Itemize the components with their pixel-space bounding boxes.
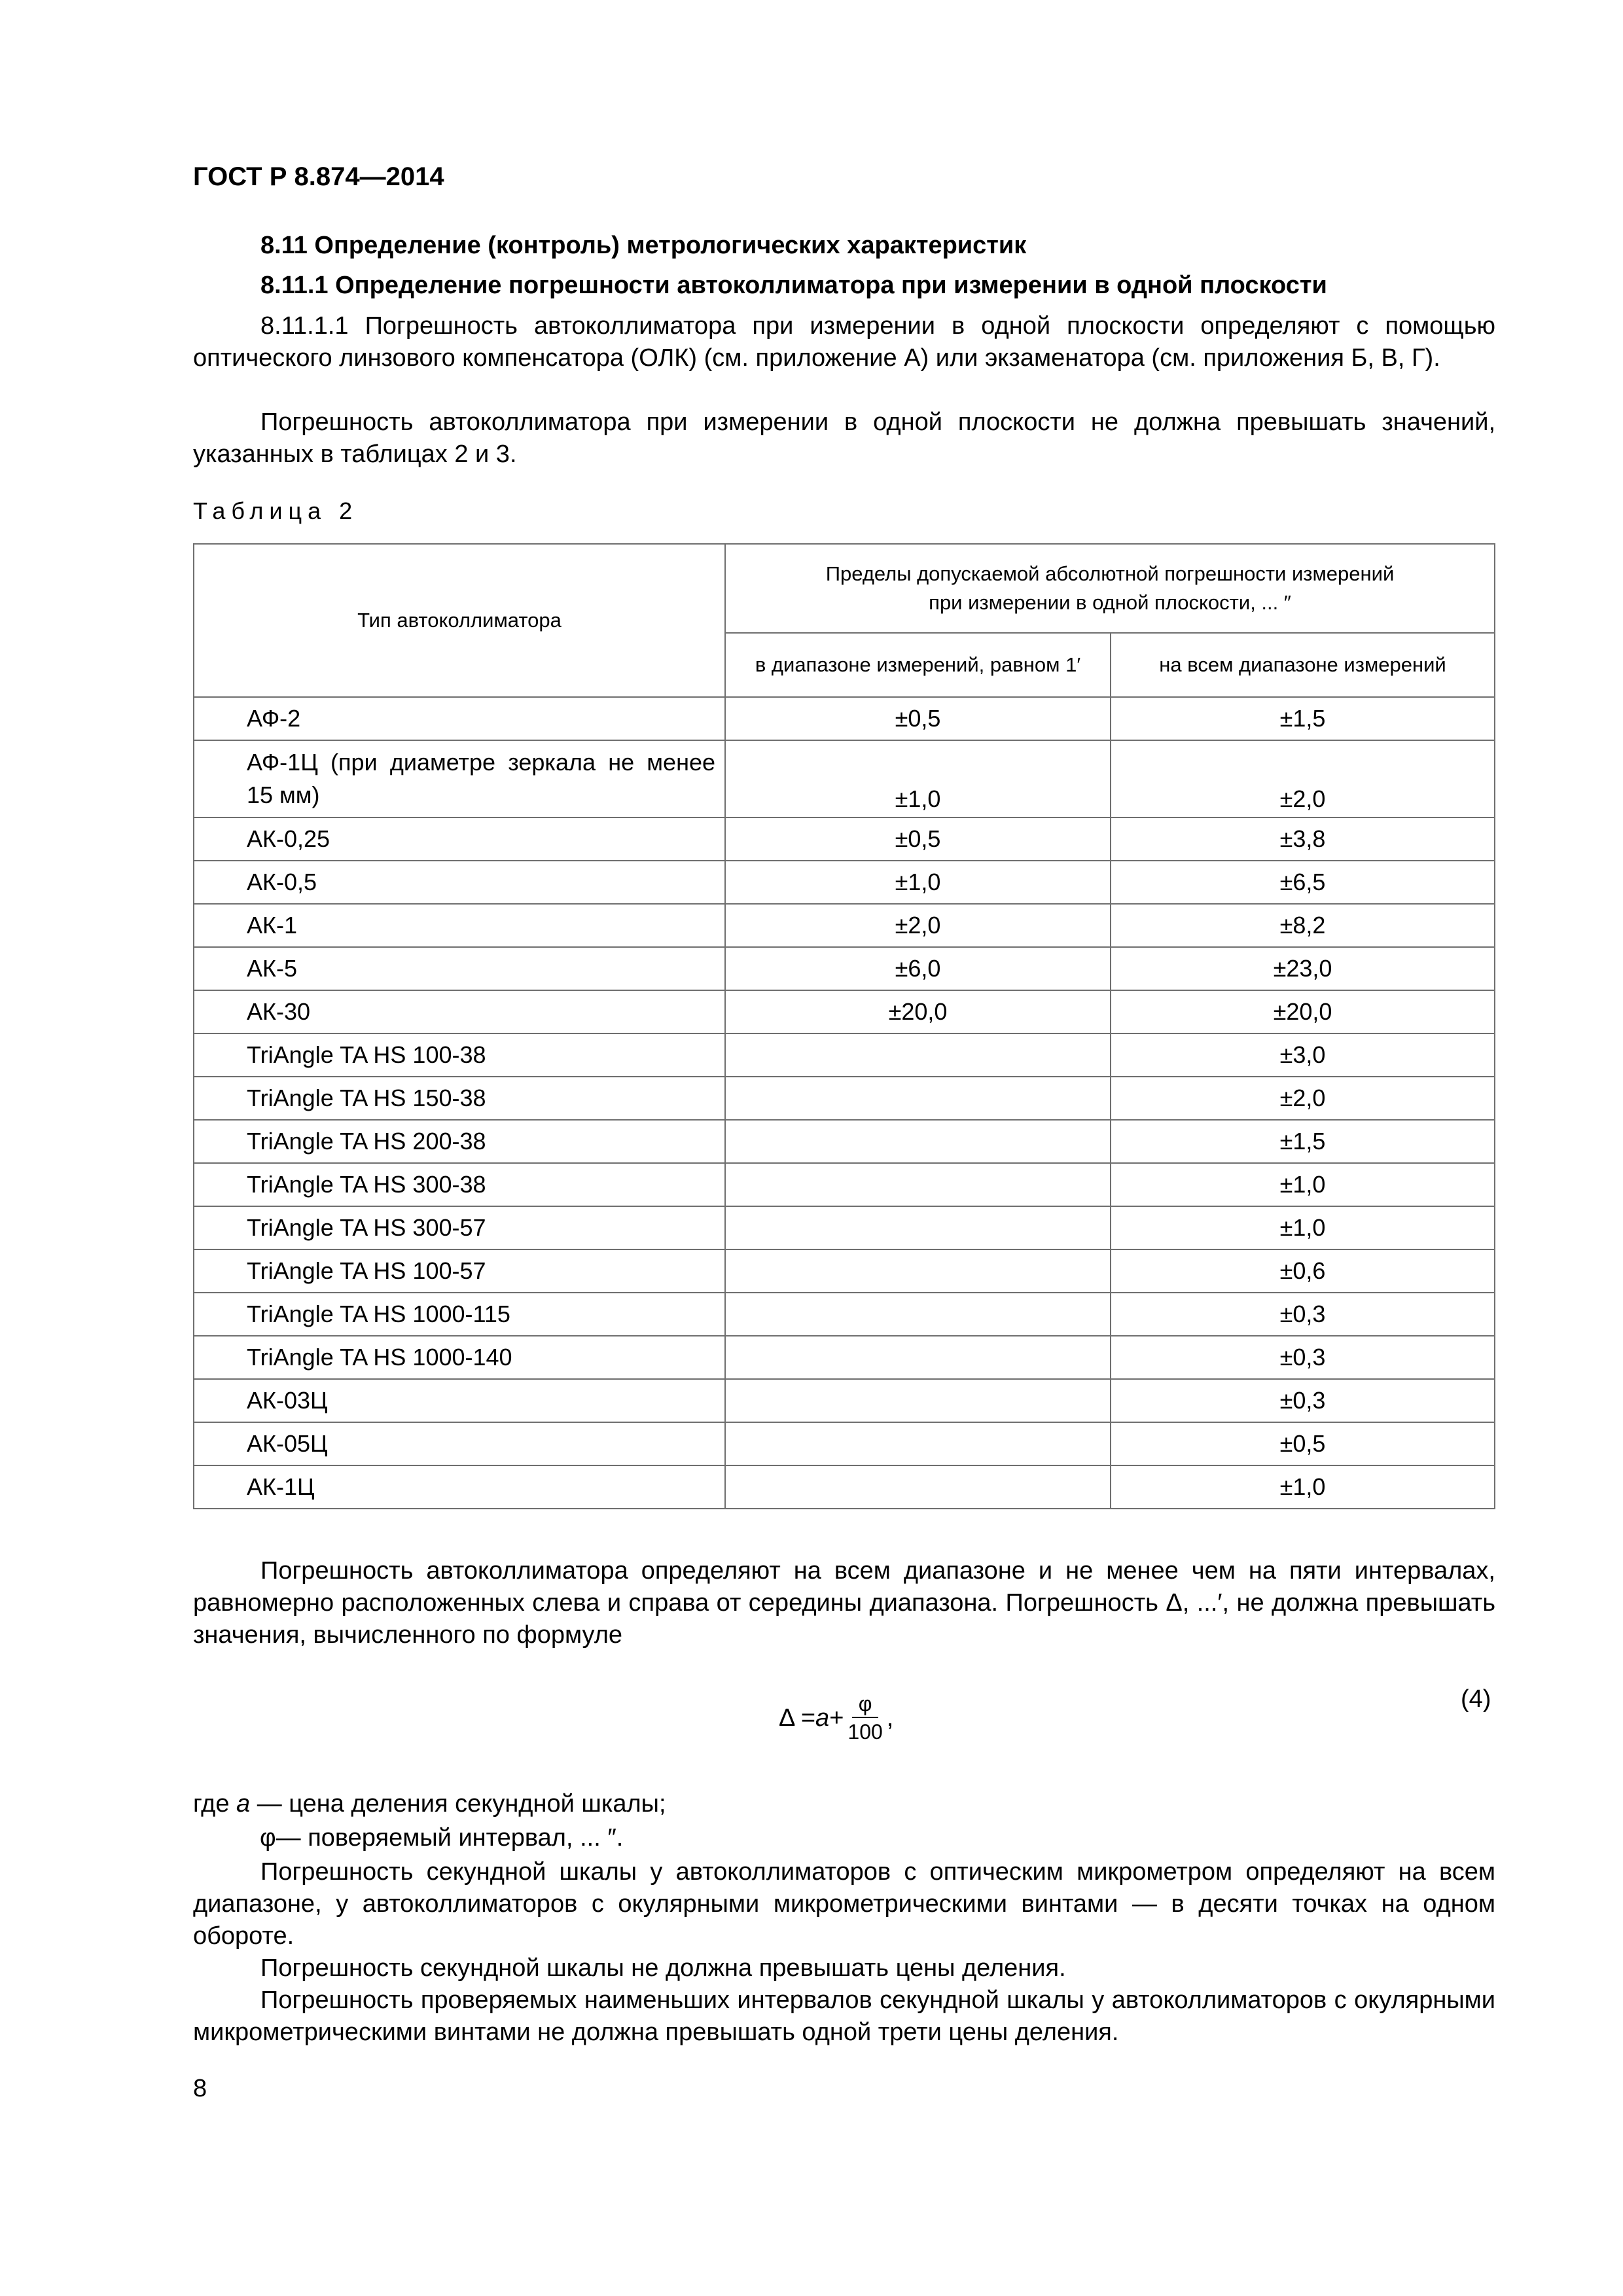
cell-type: АК-05Ц: [194, 1422, 725, 1465]
equation-number: (4): [1461, 1685, 1491, 1713]
cell-full: ±8,2: [1111, 904, 1495, 947]
cell-type: [194, 740, 725, 817]
cell-full: ±1,0: [1111, 1163, 1495, 1206]
table-row: [194, 861, 1495, 904]
document-code: ГОСТ Р 8.874—2014: [193, 162, 444, 191]
cell-range1: ±1,0: [725, 861, 1111, 904]
cell-full: ±1,0: [1111, 1465, 1495, 1509]
cell-full: ±23,0: [1111, 947, 1495, 990]
cell-range1: [725, 1206, 1111, 1249]
cell-full: ±0,3: [1111, 1336, 1495, 1379]
cell-range1: [725, 1336, 1111, 1379]
cell-type: АК-1: [194, 904, 725, 947]
table-row: [194, 817, 1495, 861]
table-row: [194, 697, 1495, 740]
cell-type: АК-30: [194, 990, 725, 1033]
cell-range1: [725, 1077, 1111, 1120]
formula-a: a: [815, 1704, 830, 1732]
paragraph-intervals: Погрешность проверяемых наименьших интервалов секундной шкалы у автоколлиматоров с окулярными микрометрическими винтами не должна превышать одной трети цены деления.: [193, 1986, 1495, 2046]
cell-range1: ±20,0: [725, 990, 1111, 1033]
table-row: [194, 1163, 1495, 1206]
cell-full: ±1,0: [1111, 1206, 1495, 1249]
table-caption: Таблица 2: [193, 497, 359, 524]
cell-full: ±0,3: [1111, 1379, 1495, 1422]
cell-range1: ±6,0: [725, 947, 1111, 990]
cell-range1: [725, 1293, 1111, 1336]
cell-type: АФ-2: [194, 697, 725, 740]
table-2: [193, 543, 1495, 1509]
cell-type: TriAngle TA HS 100-38: [194, 1033, 725, 1077]
cell-full: ±1,5: [1111, 1120, 1495, 1163]
formula-4: [779, 1682, 893, 1754]
table-row: [194, 1422, 1495, 1465]
cell-type: TriAngle TA HS 100-57: [194, 1249, 725, 1293]
cell-range1: [725, 1422, 1111, 1465]
table-row: [194, 1293, 1495, 1336]
cell-type: АК-1Ц: [194, 1465, 725, 1509]
cell-full: ±3,0: [1111, 1033, 1495, 1077]
cell-full: ±0,5: [1111, 1422, 1495, 1465]
formula-fraction: [847, 1691, 882, 1746]
cell-full: ±0,3: [1111, 1293, 1495, 1336]
cell-full: ±2,0: [1111, 740, 1495, 817]
cell-range1: [725, 1379, 1111, 1422]
formula-tail: ,: [886, 1704, 894, 1732]
paragraph-seconds-scale: Погрешность секундной шкалы у автоколлиматоров с оптическим микрометром определяют на всем диапазоне, у автоколлиматоров с окулярными микрометрическими винтами — в десяти точках на одном обороте.: [193, 1858, 1495, 1950]
cell-type: АК-0,5: [194, 861, 725, 904]
cell-full: ±2,0: [1111, 1077, 1495, 1120]
table-row: [194, 947, 1495, 990]
cell-type: АК-03Ц: [194, 1379, 725, 1422]
cell-range1: [725, 1033, 1111, 1077]
legend-a-desc: — цена деления секундной шкалы;: [250, 1790, 666, 1818]
cell-full: ±20,0: [1111, 990, 1495, 1033]
cell-type: TriAngle TA HS 300-57: [194, 1206, 725, 1249]
cell-type: АК-0,25: [194, 817, 725, 861]
cell-range1: ±1,0: [725, 740, 1111, 817]
page-number: 8: [193, 2075, 207, 2102]
table-row: [194, 1077, 1495, 1120]
table-row: [194, 740, 1495, 817]
header-type: Тип автоколлиматора: [194, 544, 725, 697]
cell-full: ±1,5: [1111, 697, 1495, 740]
table-row: [194, 1249, 1495, 1293]
cell-type: TriAngle TA HS 200-38: [194, 1120, 725, 1163]
legend-phi: φ— поверяемый интервал, ... ″.: [260, 1824, 624, 1852]
legend-where: где: [193, 1790, 237, 1818]
cell-range1: ±2,0: [725, 904, 1111, 947]
formula-denominator: 100: [847, 1720, 883, 1744]
table-row: [194, 1206, 1495, 1249]
legend-a: [193, 1790, 666, 1818]
cell-type-text: АФ-1Ц (при диаметре зеркала не менее 15 мм): [247, 749, 715, 808]
table-row: [194, 1465, 1495, 1509]
table-row: [194, 990, 1495, 1033]
table-row: [194, 1033, 1495, 1077]
header-limits: [725, 544, 1495, 633]
header-limits-line2: при измерении в одной плоскости, ... ″: [929, 591, 1291, 614]
cell-range1: ±0,5: [725, 817, 1111, 861]
cell-type: TriAngle TA HS 1000-115: [194, 1293, 725, 1336]
header-full-range: на всем диапазоне измерений: [1111, 633, 1495, 697]
formula-numerator: φ: [852, 1691, 879, 1718]
formula-plus: +: [829, 1704, 844, 1732]
cell-type: АК-5: [194, 947, 725, 990]
cell-full: ±6,5: [1111, 861, 1495, 904]
legend-a-symbol: a: [236, 1790, 251, 1818]
table-row: [194, 904, 1495, 947]
cell-full: ±0,6: [1111, 1249, 1495, 1293]
cell-range1: [725, 1120, 1111, 1163]
table-row: [194, 1120, 1495, 1163]
cell-range1: [725, 1163, 1111, 1206]
cell-range1: [725, 1249, 1111, 1293]
cell-type: TriAngle TA HS 150-38: [194, 1077, 725, 1120]
paragraph-error-limits: Погрешность автоколлиматора при измерении в одной плоскости не должна превышать значений, указанных в таблицах 2 и 3.: [193, 408, 1495, 468]
header-limits-line1: Пределы допускаемой абсолютной погрешности измерений: [825, 562, 1395, 585]
header-range-1: в диапазоне измерений, равном 1′: [725, 633, 1111, 697]
cell-type: TriAngle TA HS 1000-140: [194, 1336, 725, 1379]
paragraph-error-determination: Погрешность автоколлиматора определяют на всем диапазоне и не менее чем на пяти интервалах, равномерно расположенных слева и справа от середины диапазона. Погрешность Δ, ...′, не должна превышать значения, вычисленного по формуле: [193, 1557, 1495, 1649]
paragraph-8-11-1-1: 8.11.1.1 Погрешность автоколлиматора при измерении в одной плоскости определяют с помощью оптического линзового компенсатора (ОЛК) (см. приложение А) или экзаменатора (см. приложения Б, В, Г).: [193, 312, 1495, 372]
section-heading-8-11: 8.11 Определение (контроль) метрологических характеристик: [260, 232, 1027, 259]
formula-lhs: Δ =: [779, 1704, 816, 1732]
section-heading-8-11-1: 8.11.1 Определение погрешности автоколлиматора при измерении в одной плоскости: [260, 272, 1327, 299]
paragraph-scale-limit: Погрешность секундной шкалы не должна превышать цены деления.: [260, 1954, 1066, 1982]
table-row: [194, 1336, 1495, 1379]
table-row: [194, 1379, 1495, 1422]
cell-full: ±3,8: [1111, 817, 1495, 861]
cell-type: TriAngle TA HS 300-38: [194, 1163, 725, 1206]
cell-range1: [725, 1465, 1111, 1509]
cell-range1: ±0,5: [725, 697, 1111, 740]
